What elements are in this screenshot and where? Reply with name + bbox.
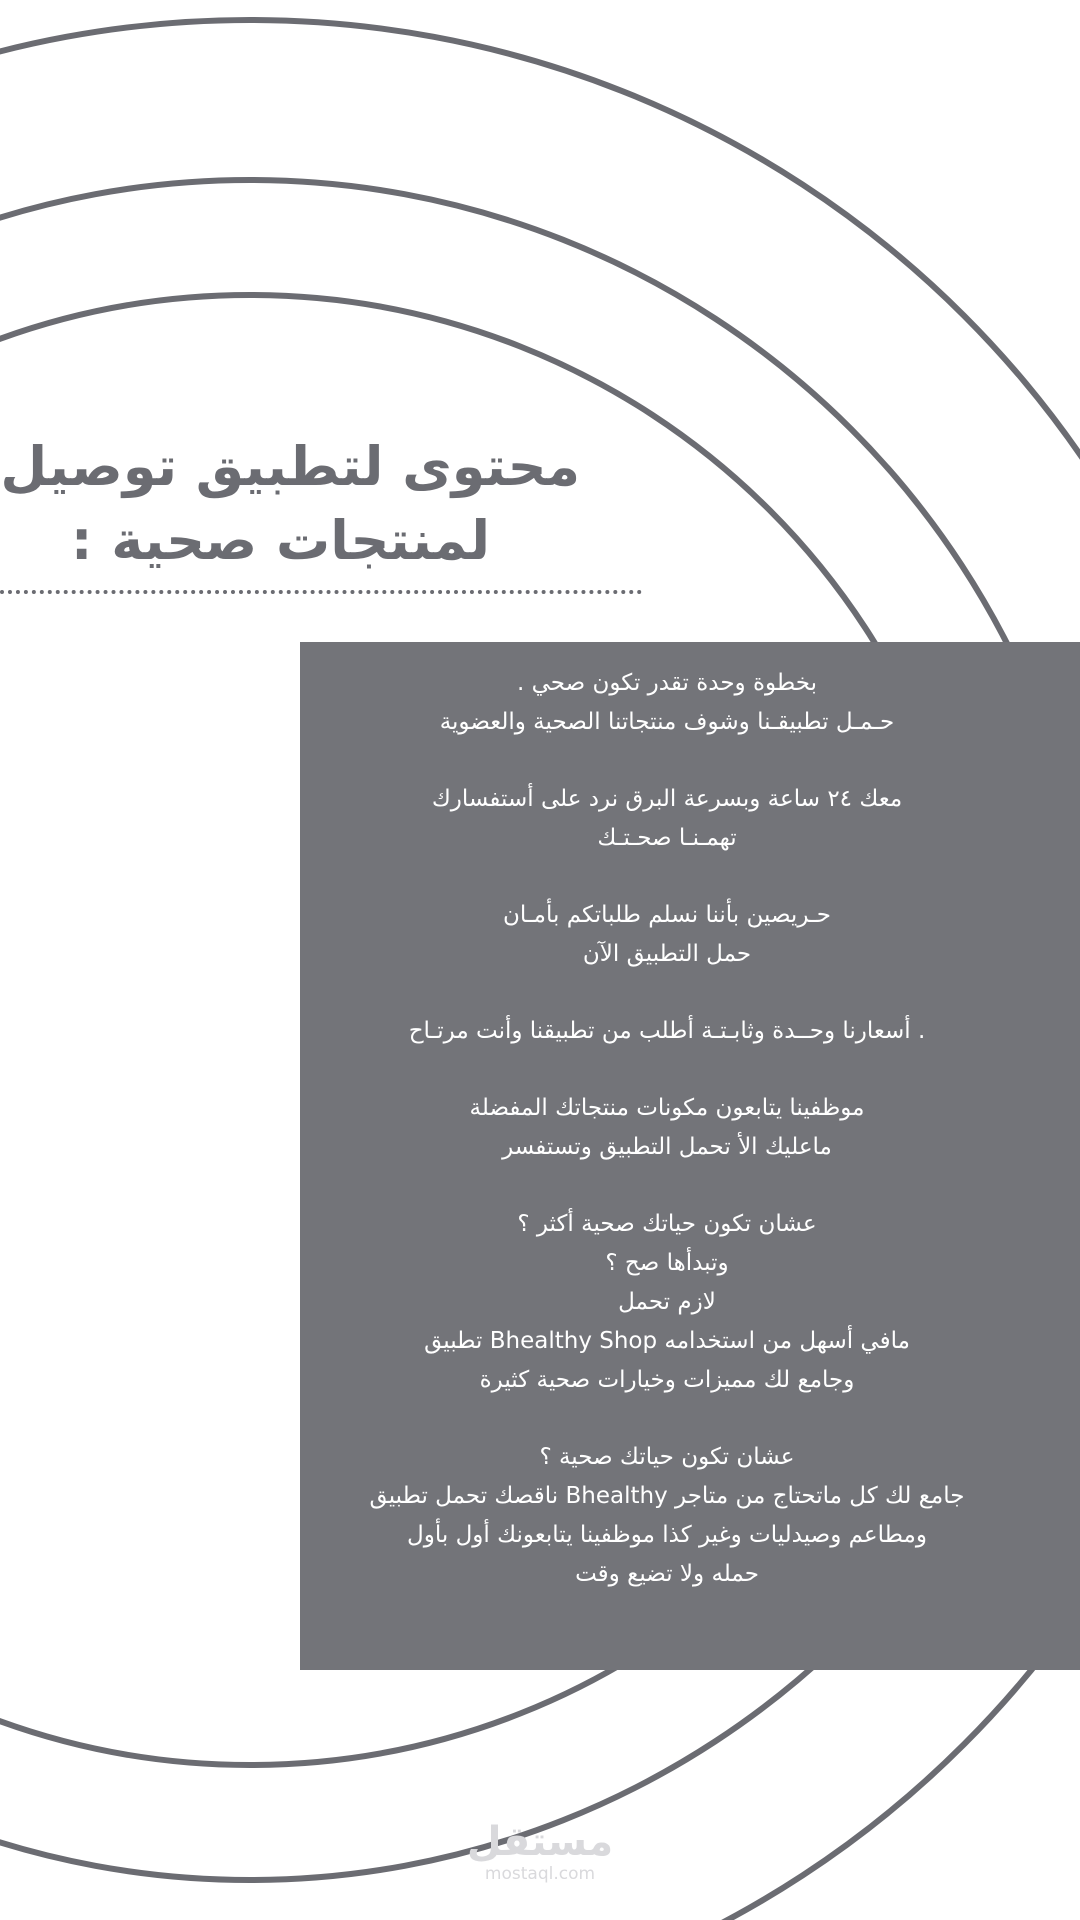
paragraph-line: لازم تحمل xyxy=(618,1289,716,1315)
paragraph-line: ومطاعم وصيدليات وغير كذا موظفينا يتابعونك أول بأول xyxy=(407,1522,927,1548)
paragraph-7 xyxy=(300,1438,1080,1594)
title-line-1: محتوى لتطبيق توصيل xyxy=(0,435,580,498)
paragraph-line: موظفينا يتابعون مكونات منتجاتك المفضلة xyxy=(469,1095,865,1121)
paragraph-line: وتبدأها صح ؟ xyxy=(605,1250,729,1276)
watermark-latin: mostaql.com xyxy=(484,1864,596,1884)
paragraph-line: حمله ولا تضيع وقت xyxy=(575,1561,759,1587)
watermark-arabic: مستقل xyxy=(466,1819,614,1865)
paragraph-line: عشان تكون حياتك صحية أكثر ؟ xyxy=(517,1211,817,1237)
paragraph-line: . أسعارنا وحــدة وثابـتـة أطلب من تطبيقنا وأنت مرتـاح xyxy=(408,1018,926,1044)
paragraph-line: معك ٢٤ ساعة وبسرعة البرق نرد على أستفسارك xyxy=(431,786,903,812)
paragraph-line: حـمـل تطبيقـنا وشوف منتجاتنا الصحية والعضوية xyxy=(439,709,895,735)
paragraph-line: مافي أسهل من استخدامه Bhealthy Shop تطبيق xyxy=(424,1328,910,1354)
page-title xyxy=(0,430,580,578)
paragraph-line: عشان تكون حياتك صحية ؟ xyxy=(539,1444,795,1470)
paragraph-3 xyxy=(300,896,1080,974)
title-line-2: لمنتجات صحية : xyxy=(70,509,490,572)
paragraph-line: حـريصين بأننا نسلم طلباتكم بأمـان xyxy=(503,902,831,928)
paragraph-line: تهمـنـا صحـتـك xyxy=(597,825,737,851)
paragraph-2 xyxy=(300,780,1080,858)
paragraph-6 xyxy=(300,1205,1080,1400)
paragraph-line: ماعليك الأ تحمل التطبيق وتستفسر xyxy=(502,1134,832,1160)
mostaql-watermark-logo xyxy=(440,1820,640,1884)
content-panel xyxy=(300,642,1080,1670)
paragraph-line: وجامع لك مميزات وخيارات صحية كثيرة xyxy=(479,1367,855,1393)
paragraph-4 xyxy=(300,1012,1080,1051)
paragraph-line: حمل التطبيق الآن xyxy=(582,941,752,967)
paragraph-1 xyxy=(300,664,1080,742)
paragraph-5 xyxy=(300,1089,1080,1167)
paragraph-line: جامع لك كل ماتحتاج من متاجر Bhealthy ناقصك تحمل تطبيق xyxy=(369,1483,965,1509)
paragraph-line: بخطوة وحدة تقدر تكون صحي . xyxy=(517,670,817,696)
dotted-divider xyxy=(0,590,642,594)
